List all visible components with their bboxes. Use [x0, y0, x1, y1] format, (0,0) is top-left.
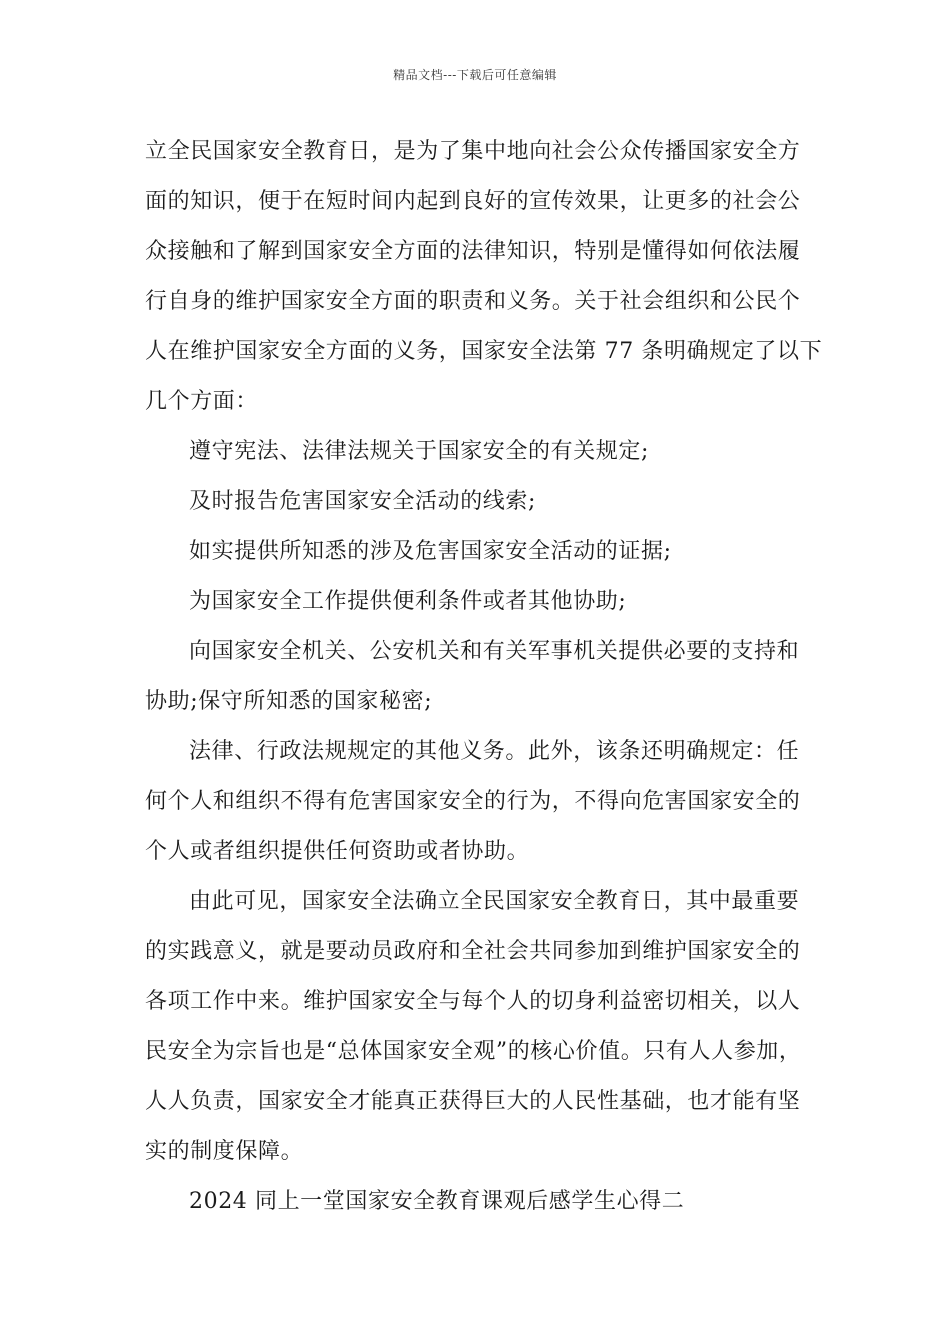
section-heading: 2024 同上一堂国家安全教育课观后感学生心得二	[189, 1189, 685, 1214]
text-line: 人在维护国家安全方面的义务，国家安全法第 77 条明确规定了以下	[145, 339, 823, 364]
text-line: 法律、行政法规规定的其他义务。此外，该条还明确规定：任	[189, 739, 800, 764]
list-item: 如实提供所知悉的涉及危害国家安全活动的证据;	[189, 539, 672, 564]
text-line: 个人或者组织提供任何资助或者协助。	[145, 839, 530, 864]
list-item: 向国家安全机关、公安机关和有关军事机关提供必要的支持和	[189, 639, 800, 664]
list-item: 遵守宪法、法律法规关于国家安全的有关规定;	[189, 439, 650, 464]
text-line: 几个方面：	[145, 389, 259, 414]
list-item: 为国家安全工作提供便利条件或者其他协助;	[189, 589, 627, 614]
text-line: 行自身的维护国家安全方面的职责和义务。关于社会组织和公民个	[145, 289, 801, 314]
text-line: 协助;保守所知悉的国家秘密;	[145, 689, 433, 714]
text-line: 民安全为宗旨也是“总体国家安全观”的核心价值。只有人人参加，	[145, 1039, 802, 1064]
text-line: 何个人和组织不得有危害国家安全的行为，不得向危害国家安全的	[145, 789, 801, 814]
text-line: 的实践意义，就是要动员政府和全社会共同参加到维护国家安全的	[145, 939, 801, 964]
list-item: 及时报告危害国家安全活动的线索;	[189, 489, 537, 514]
text-line: 立全民国家安全教育日，是为了集中地向社会公众传播国家安全方	[145, 139, 801, 164]
text-line: 实的制度保障。	[145, 1139, 304, 1164]
text-line: 人人负责，国家安全才能真正获得巨大的人民性基础，也才能有坚	[145, 1089, 801, 1114]
text-line: 众接触和了解到国家安全方面的法律知识，特别是懂得如何依法履	[145, 239, 801, 264]
text-line: 各项工作中来。维护国家安全与每个人的切身利益密切相关，以人	[145, 989, 801, 1014]
page-header: 精品文档---下载后可任意编辑	[393, 68, 557, 82]
text-line: 由此可见，国家安全法确立全民国家安全教育日，其中最重要	[189, 889, 800, 914]
text-line: 面的知识，便于在短时间内起到良好的宣传效果，让更多的社会公	[145, 189, 801, 214]
